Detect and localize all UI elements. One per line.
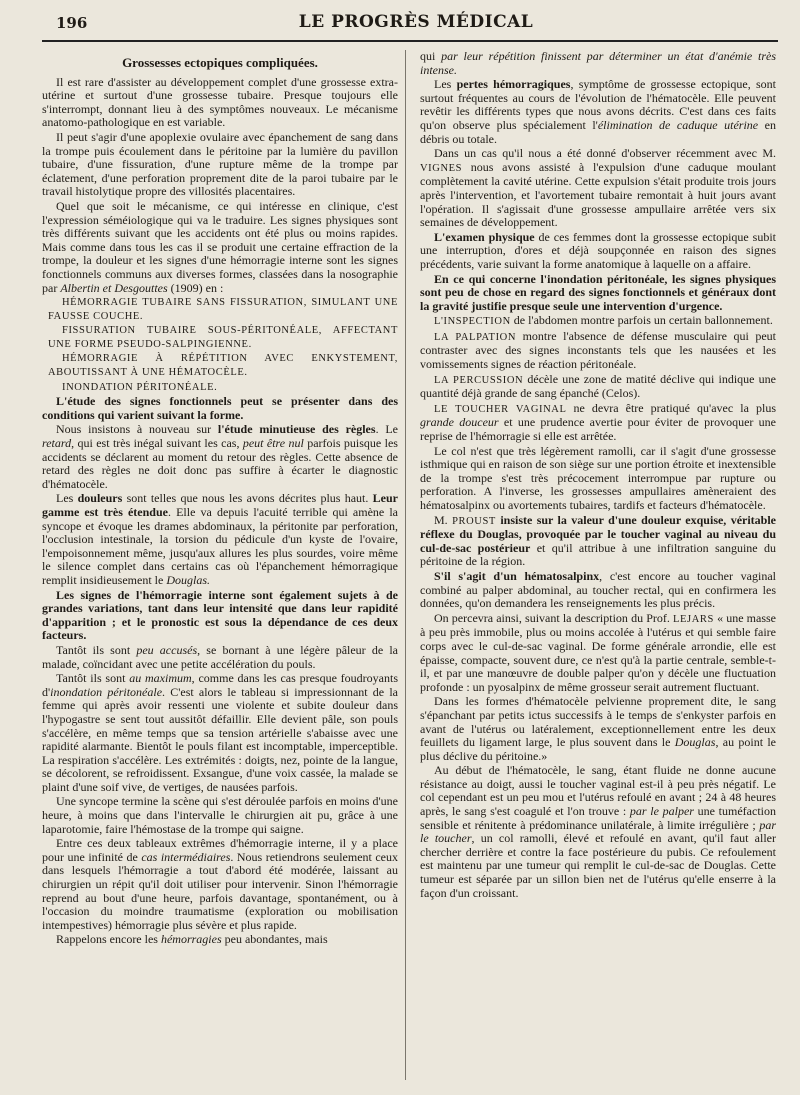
text-run: , c'est encore au toucher vaginal combiné au palper abdominal, au toucher rectal, qui en confirmera les données, qu'on demandera les renseignements les plus précis. — [420, 568, 776, 611]
paragraph — [420, 314, 776, 329]
text-run: Entre ces deux tableaux extrêmes d'hémorragie interne, il y a place pour une infinité de — [42, 836, 398, 864]
smallcaps-run: LEJARS — [673, 613, 714, 625]
italic-run: grande douceur — [420, 415, 499, 430]
text-run: . Elle va depuis l'acuité terrible qui amène la syncope et évoque les drames abdominaux, la péritonite par perforation, l'occlusion intestinale, la torsion du pédicule d'un kyste de l'ovaire, l'empoisonnement même, jusqu'aux allures les plus sourdes, voire même le silence complet dans certains cas où l'épanchement hémorragique remplit insidieusement le — [42, 505, 398, 587]
text-run: sont telles que nous les avons décrites plus haut. — [122, 491, 373, 506]
list-item: HÉMORRAGIE TUBAIRE SANS FISSURATION, SIMULANT UNE FAUSSE COUCHE. — [48, 297, 398, 322]
smallcaps-run: LE TOUCHER VAGINAL — [434, 403, 567, 415]
italic-run: Douglas — [674, 735, 716, 750]
italic-run: peut être nul — [242, 436, 304, 451]
text-run: , symptôme de grossesse ectopique, sont surtout fréquentes au cours de l'évolution de l'hématocèle. Elle peuvent revêtir les différents types que nous avons décrits. C'est dans ces faits qu'on observe plus spécialement l' — [420, 77, 776, 132]
citation-authors: Albertin et Desgouttes — [60, 280, 168, 295]
text-run: , qui est très inégal suivant les cas, — [71, 436, 243, 451]
text-run: Les — [434, 77, 457, 92]
text-run: . Le — [375, 422, 398, 437]
text-run: « une masse à peu près immobile, plus ou moins accolée à l'utérus et qui semble faire corps avec le cul-de-sac vaginal. De forme générale arrondie, elle est épaisse, compacte, souvent dure, ce n'est qu'à la partie centrale, semble-t-il, et par une manœuvre de double palper qu'on y décèle une fluctuation profonde : un pyosalpinx de même grosseur serait autrement fluctuant. — [420, 610, 776, 694]
italic-run: cas intermédiaires — [141, 849, 231, 864]
text-run: On percevra ainsi, suivant la description du Prof. — [434, 610, 673, 625]
text-run: Quel que soit le mécanisme, ce qui intéresse en clinique, c'est l'expression séméiologique qui va le traduire. Les signes physiques sont très différents suivant que les accidents ont été plus ou moins rapides. Mais comme dans tous les cas il se produit une certaine effraction de la trompe, la douleur et les signes d'une hémorragie interne sont les signes fonctionnels communs aux diverses formes, classées dans la nosographie par — [42, 198, 398, 295]
text-run: , un col ramolli, élevé et refoulé en avant, qu'il faut aller chercher derrière et contre la face postérieure du pubis. Ce refoulement est maintenu par une tumeur qui remplit le cul-de-sac de Douglas. Cette tumeur est séparée par un sillon bien net de l'utérus qu'elle enserre à la façon d'un croissant. — [420, 831, 776, 900]
italic-run: Douglas. — [166, 572, 210, 587]
text-run: Dans un cas qu'il nous a été donné d'observer récemment avec M. — [434, 146, 776, 161]
italic-run: peu accusés — [136, 642, 198, 657]
paragraph — [42, 933, 398, 947]
paragraph — [420, 231, 776, 272]
bold-run: l'étude minutieuse des règles — [217, 422, 376, 437]
paragraph: Il peut s'agir d'une apoplexie ovulaire avec épanchement de sang dans la trompe puis écoulement dans le péritoine par la lumière du pavillon tubaire, d'une fissuration, d'une rupture même de la trompe par éclatement, d'une perforation proprement dite de la paroi tubaire par le travail histolytique propre des villosités placentaires. — [42, 129, 398, 199]
smallcaps-run: LA PALPATION — [434, 331, 517, 343]
paragraph — [42, 672, 398, 794]
journal-title: LE PROGRÈS MÉDICAL — [298, 12, 534, 32]
smallcaps-run: L'INSPECTION — [434, 316, 511, 328]
text-run: une tuméfaction sensible et rénitente à prédominance unilatérale, à limite irrégulière ; — [420, 804, 776, 832]
subheading: L'étude des signes fonctionnels peut se présenter dans des conditions qui varient suivant la forme. — [42, 394, 398, 422]
paragraph: Une syncope termine la scène qui s'est déroulée parfois en moins d'une heure, à moins que dans l'intervalle le chirurgien ait pu, grâce à une laparotomie, faire l'hémostase de la trompe qui saigne. — [42, 794, 398, 836]
italic-run: retard — [42, 436, 72, 451]
smallcaps-run: VIGNES — [420, 162, 463, 174]
italic-run: élimination de caduque utérine — [597, 117, 759, 132]
bold-run: L'examen physique — [434, 229, 535, 244]
paragraph — [420, 514, 776, 569]
paragraph: Il est rare d'assister au développement complet d'une grossesse extra-utérine et surtout d'une grossesse tubaire. Presque toujours elle s'interrompt, donnant lieu à des symptômes nouveaux. Le mécanisme anatomo-pathologique en est variable. — [42, 74, 398, 130]
paragraph — [420, 50, 776, 77]
list-item: HÉMORRAGIE À RÉPÉTITION AVEC ENKYSTEMENT, ABOUTISSANT À UNE HÉMATOCÈLE. — [48, 353, 398, 379]
italic-run: par le palper — [629, 804, 694, 819]
text-run: Tantôt ils sont — [56, 671, 130, 686]
paragraph — [42, 423, 398, 491]
right-column — [420, 50, 776, 1085]
paragraph: Le col n'est que très légèrement ramolli, car il s'agit d'une grossesse isthmique qui en raison de son siège sur une portion étroite et inextensible de la trompe s'est très précocement interrompue par rupture ou perforation. A l'inverse, les grossesses ampullaires amèneraient des hématosalpinx ou avortements tubaires, tardifs et facteurs d'hématocèle. — [420, 443, 776, 512]
column-divider — [405, 50, 406, 1080]
text-run: , se bornant à une légère pâleur de la malade, coïncidant avec une petite accélération du pouls. — [42, 642, 398, 671]
bold-run: Leur gamme est très étendue — [42, 491, 398, 519]
bold-run: douleurs — [77, 491, 123, 506]
smallcaps-run: LA PERCUSSION — [434, 374, 524, 386]
section-heading: Grossesses ectopiques compliquées. — [122, 55, 318, 70]
text-run: , comme dans les cas presque foudroyants d' — [42, 671, 398, 699]
text-run: en débris ou totale. — [420, 117, 776, 146]
text-run: Dans les formes d'hématocèle pelvienne proprement dite, le sang s'épanchant par petits ictus successifs à le temps de s'enkyster parfois en avant de l'utérus ou latéralement, exceptionnellement entre les deux feuillets du ligament large, le plus souvent dans le — [420, 694, 776, 750]
paragraph — [420, 330, 776, 372]
paragraph — [420, 78, 776, 146]
header-rule — [42, 40, 778, 42]
italic-run: hémorragies — [160, 932, 222, 947]
paragraph — [42, 492, 398, 587]
italic-run: par le toucher — [420, 817, 776, 846]
paragraph — [420, 570, 776, 611]
paragraph — [420, 402, 776, 444]
italic-run: au maximum — [129, 671, 192, 686]
paragraph — [420, 764, 776, 900]
text-run: Tantôt ils sont — [56, 642, 137, 657]
subheading: Les signes de l'hémorragie interne sont également sujets à de grandes variations, tant dans leur intensité que dans leur rapidité d'apparition ; et le pronostic est sous la dépendance de ces deux facteurs. — [42, 587, 398, 643]
text-run: nous avons assisté à l'expulsion d'une caduque moulant complètement la cavité utérine. Cette expulsion s'était produite trois jours après l'intervention, et l'avortement tubaire remontait à huit jours avant l'opération. Il s'agissait d'une grossesse ampullaire arrêtée vers six semaines de développement. — [420, 159, 776, 230]
text-run: Rappelons encore les — [56, 932, 161, 947]
page-number: 196 — [56, 14, 88, 32]
text-run: . Nous retiendrons seulement ceux dans lesquels l'hémorragie a tout d'abord été modérée, laissant au chirurgien un répit qu'il doit utiliser pour intervenir. Sinon l'hémorragie reprend au bout d'une heure, parfois davantage, spontanément, ou à l'occasion du moindre traumatisme (exploration ou mobilisation intempestives) hémorragie plus sévère et plus rapide. — [42, 849, 398, 932]
bold-run: insiste sur la valeur d'une douleur exquise, véritable réflexe du Douglas, provoquée par le toucher vaginal au niveau du cul-de-sac postérieur — [420, 512, 776, 555]
text-run: et qu'il attribue à une infiltration sanguine du péritoine de la région. — [420, 540, 776, 569]
paragraph — [420, 373, 776, 401]
text-run: qui — [420, 50, 442, 63]
text-run: Au début de l'hématocèle, le sang, étant fluide ne donne aucune résistance au doigt, aussi le toucher vaginal est-il à peu près négatif. Le col cependant est un peu mou et l'utérus refoulé en avant ; 24 à 48 heures après, le sang s'est coagulé et l'on trouve : — [420, 763, 776, 819]
bold-run: S'il s'agit d'un hématosalpinx — [434, 568, 600, 583]
text-run: décèle une zone de matité déclive qui indique une quantité déjà grande de sang épanché (Celos). — [420, 371, 776, 401]
text-run: . C'est alors le tableau si impressionnant de la femme qui après avoir ressenti une violente et subite douleur dans l'hypogastre se sent tout aussitôt défaillir. Elle devient pâle, son pouls s'accélère, en même temps que sa tension artérielle s'abaisse avec une rapidité alarmante. Bientôt le pouls filant est incomptable, imperceptible. La respiration s'accélère. Les extrémités : doigts, nez, pointe de la langue, se décolorent, se refroidissent. Exsangue, d'une voix cassée, la malade se plaint d'une soif vive, de vertiges, de nausées parfois. — [42, 684, 398, 794]
italic-run: inondation péritonéale — [50, 684, 163, 699]
subheading: En ce qui concerne l'inondation péritonéale, les signes physiques sont peu de chose en regard des signes fonctionnels et généraux dont la gravité justifie presque seule une intervention d'urgence. — [420, 271, 776, 313]
smallcaps-run: PROUST — [452, 515, 496, 527]
text-run: , au point le plus déclive du péritoine.» — [420, 735, 776, 763]
paragraph — [42, 644, 398, 671]
text-run: peu abondantes, mais — [221, 932, 328, 947]
paragraph — [420, 695, 776, 763]
paragraph — [42, 200, 398, 295]
list-item: INONDATION PÉRITONÉALE. — [62, 381, 218, 393]
text-run: Nous insistons à nouveau sur — [56, 422, 218, 437]
text-run: Les — [56, 491, 78, 506]
paragraph — [420, 147, 776, 230]
text-run: M. — [434, 512, 453, 527]
paragraph — [42, 837, 398, 932]
text-run: montre l'absence de défense musculaire qui peut contraster avec des signes inconstants tels que les nausées et les vomissements signes de réaction péritonéale. — [420, 328, 776, 372]
paragraph — [420, 612, 776, 695]
text-run: parfois puisque les accidents se déclarent au moment du retour des règles. Cette absence de retard des règles ne doit donc pas suffire à écarter le diagnostic d'hématocèle. — [42, 436, 398, 491]
text-run: de l'abdomen montre parfois un certain ballonnement. — [510, 313, 773, 328]
bold-run: pertes hémorragiques — [456, 77, 571, 92]
text-run: (1909) en : — [167, 280, 224, 295]
italic-run: par leur répétition finissent par déterminer un état d'anémie très intense. — [420, 50, 776, 77]
text-run: et une prudence avertie pour éviter de provoquer une reprise de l'hémorragie si elle est arrêtée. — [420, 415, 776, 444]
page-header — [56, 12, 776, 34]
list-item: FISSURATION TUBAIRE SOUS-PÉRITONÉALE, AFFECTANT UNE FORME PSEUDO-SALPINGIENNE. — [48, 325, 398, 350]
text-run: de ces femmes dont la grossesse ectopique subit une interruption, d'ores et déjà soupçonnée en raison des signes précédents, varie suivant la forme anatomique à laquelle on a affaire. — [420, 229, 776, 271]
text-run: ne devra être pratiqué qu'avec la plus — [566, 400, 776, 415]
left-column — [42, 50, 398, 1085]
